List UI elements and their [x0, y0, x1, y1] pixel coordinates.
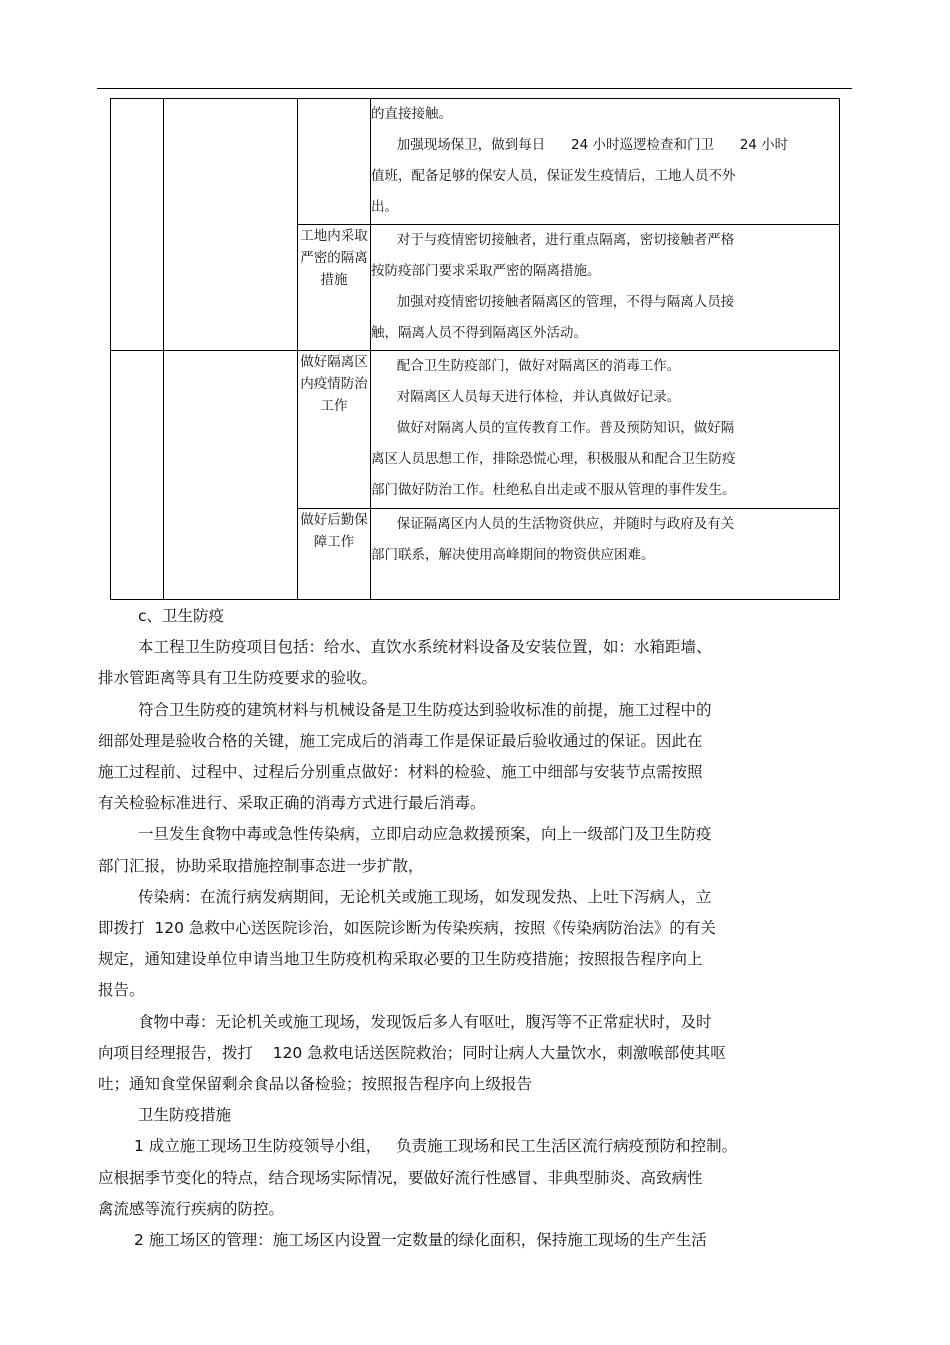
cell-line: 值班，配备足够的保安人员，保证发生疫情后，工地人员不外 [371, 168, 736, 184]
paragraph-line: 1 成立施工现场卫生防疫领导小组， 负责施工现场和民工生活区流行病疫预防和控制。 [134, 1137, 738, 1156]
paragraph-line: 细部处理是验收合格的关键，施工完成后的消毒工作是保证最后验收通过的保证。因此在 [98, 731, 703, 750]
paragraph-line: 有关检验标准进行、采取正确的消毒方式进行最后消毒。 [98, 794, 486, 813]
table-cell-text [371, 351, 840, 509]
cell-line: 保证隔离区内人员的生活物资供应，并随时与政府及有关 [371, 516, 735, 532]
cell-line: 做好对隔离人员的宣传教育工作。普及预防知识，做好隔 [371, 420, 735, 436]
paragraph-line: 即拨打 120 急救中心送医院诊治，如医院诊断为传染疾病，按照《传染病防治法》的有关 [98, 919, 716, 938]
paragraph-line: 传染病：在流行病发病期间，无论机关或施工现场，如发现发热、上吐下泻病人，立 [138, 887, 712, 906]
table-cell-empty [164, 99, 298, 351]
cell-line: 加强对疫情密切接触者隔离区的管理，不得与隔离人员接 [371, 294, 735, 310]
section-heading: c、卫生防疫 [138, 607, 225, 625]
cell-line: 按防疫部门要求采取严密的隔离措施。 [371, 263, 601, 279]
paragraph-line: 食物中毒：无论机关或施工现场，发现饭后多人有呕吐，腹泻等不正常症状时，及时 [138, 1012, 712, 1031]
paragraph-line: 向项目经理报告，拨打 120 急救电话送医院救治；同时让病人大量饮水，刺激喉部使其呕 [98, 1043, 726, 1062]
row-label: 做好后勤保障工作 [298, 509, 371, 600]
table-cell-empty [298, 99, 371, 225]
cell-line: 出。 [371, 199, 398, 215]
table-cell-text [371, 509, 840, 600]
paragraph-line: 施工过程前、过程中、过程后分别重点做好：材料的检验、施工中细部与安装节点需按照 [98, 763, 703, 782]
cell-line: 对隔离区人员每天进行体检，并认真做好记录。 [371, 389, 681, 405]
paragraph-line: 规定，通知建设单位申请当地卫生防疫机构采取必要的卫生防疫措施；按照报告程序向上 [98, 950, 703, 969]
table-cell-text [371, 99, 840, 225]
paragraph-line: 部门汇报，协助采取措施控制事态进一步扩散， [98, 856, 424, 875]
measures-table [110, 98, 840, 600]
cell-line: 部门联系，解决使用高峰期间的物资供应困难。 [371, 547, 655, 563]
paragraph-line: 本工程卫生防疫项目包括：给水、直饮水系统材料设备及安装位置，如：水箱距墙、 [138, 638, 712, 657]
table-cell-text [371, 225, 840, 351]
cell-line: 部门做好防治工作。杜绝私自出走或不服从管理的事件发生。 [371, 482, 736, 498]
paragraph-line: 应根据季节变化的特点，结合现场实际情况，要做好流行性感冒、非典型肺炎、高致病性 [98, 1168, 703, 1187]
paragraph-line: 2 施工场区的管理：施工场区内设置一定数量的绿化面积，保持施工现场的生产生活 [134, 1231, 707, 1250]
table-cell-empty [111, 99, 164, 351]
cell-line: 配合卫生防疫部门，做好对隔离区的消毒工作。 [371, 358, 681, 374]
table-row [111, 351, 840, 509]
paragraph-line: 符合卫生防疫的建筑材料与机械设备是卫生防疫达到验收标准的前提，施工过程中的 [138, 700, 712, 719]
table-row [111, 99, 840, 225]
paragraph-line: 报告。 [98, 981, 145, 1000]
cell-line: 触，隔离人员不得到隔离区外活动。 [371, 325, 587, 341]
row-label: 工地内采取严密的隔离措施 [298, 225, 371, 351]
paragraph-line: 禽流感等流行疾病的防控。 [98, 1199, 285, 1218]
body-text [98, 601, 858, 1256]
row-label: 做好隔离区内疫情防治工作 [298, 351, 371, 509]
cell-line: 对于与疫情密切接触者，进行重点隔离，密切接触者严格 [371, 232, 735, 248]
table-cell-empty [164, 351, 298, 600]
cell-line: 离区人员思想工作，排除恐慌心理，积极服从和配合卫生防疫 [371, 451, 736, 467]
header-rule [97, 88, 852, 89]
paragraph-line: 一旦发生食物中毒或急性传染病，立即启动应急救援预案，向上一级部门及卫生防疫 [138, 825, 712, 844]
cell-line: 加强现场保卫，做到每日 24 小时巡逻检查和门卫 24 小时 [371, 137, 789, 153]
paragraph-line: 吐；通知食堂保留剩余食品以备检验；按照报告程序向上级报告 [98, 1075, 533, 1094]
cell-line: 的直接接触。 [371, 106, 452, 122]
section-heading: 卫生防疫措施 [138, 1106, 232, 1125]
paragraph-line: 排水管距离等具有卫生防疫要求的验收。 [98, 669, 378, 688]
table-cell-empty [111, 351, 164, 600]
